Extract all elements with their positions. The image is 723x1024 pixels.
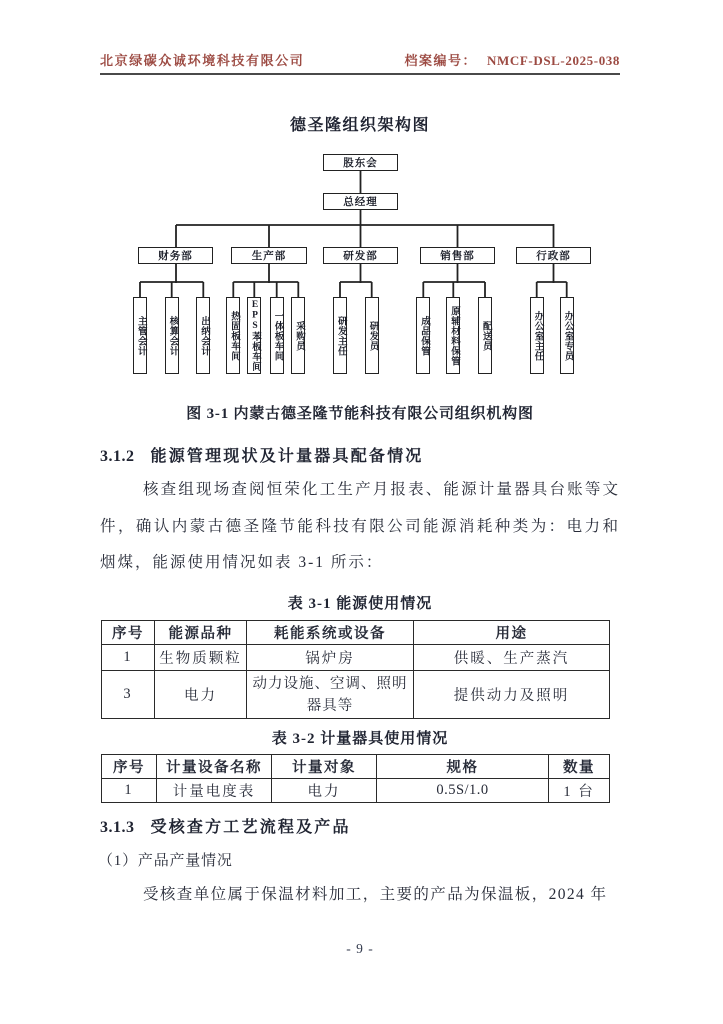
table-cell: 1: [102, 779, 157, 803]
org-node-office-specialist: 办公室专员: [560, 297, 574, 374]
paragraph-line: 核查组现场查阅恒荣化工生产月报表、能源计量器具台账等文: [143, 481, 620, 498]
page-number: - 9 -: [346, 941, 374, 956]
table-header-row: [102, 621, 610, 645]
section-title: 能源管理现状及计量器具配备情况: [150, 448, 424, 465]
table-header-row: [102, 755, 610, 779]
table-row: [102, 645, 610, 671]
org-node-dept-admin: 行政部: [516, 247, 591, 264]
page-header: [100, 50, 620, 75]
table-row: [102, 671, 610, 719]
table-header-cell: 规格: [377, 755, 549, 779]
table-cell: 计量电度表: [157, 779, 272, 803]
paragraph-line: 件，确认内蒙古德圣隆节能科技有限公司能源消耗种类为：电力和: [100, 517, 620, 535]
org-chart-title: 德圣隆组织架构图: [289, 117, 430, 134]
archive-label: 档案编号：: [404, 53, 478, 68]
table-row: [102, 779, 610, 803]
paragraph-energy-review: [100, 472, 620, 582]
section-heading-3-1-3: [100, 814, 640, 837]
company-name: 北京绿碳众诚环境科技有限公司: [100, 53, 305, 68]
table-3-2: [101, 754, 610, 803]
table-header-cell: 计量对象: [272, 755, 377, 779]
table-cell: 0.5S/1.0: [377, 779, 549, 803]
table-3-2-caption: 表 3-2 计量器具使用情况: [271, 731, 449, 747]
table-3-1-caption: 表 3-1 能源使用情况: [287, 596, 433, 612]
figure-caption: 图 3-1 内蒙古德圣隆节能科技有限公司组织机构图: [186, 406, 534, 422]
org-node-rnd-director: 研发主任: [333, 297, 347, 374]
table-header-cell: 用途: [414, 621, 610, 645]
table-cell: 锅炉房: [247, 645, 414, 671]
org-node-eps-workshop: EPS苯板车间: [247, 297, 261, 374]
section-heading-3-1-2: [100, 443, 640, 466]
table-header-cell: 能源品种: [155, 621, 247, 645]
list-item-product-output: （1）产品产量情况: [98, 853, 233, 869]
table-header-cell: 耗能系统或设备: [247, 621, 414, 645]
org-node-materials-keeper: 原辅材料保管: [446, 297, 460, 374]
org-node-cashier-accountant: 出纳会计: [196, 297, 210, 374]
table-header-cell: 序号: [102, 621, 155, 645]
table-3-1: [101, 620, 610, 719]
org-node-rnd-staff: 研发员: [365, 297, 379, 374]
org-node-purchaser: 采购员: [291, 297, 305, 374]
org-node-office-director: 办公室主任: [530, 297, 544, 374]
table-cell: 电力: [272, 779, 377, 803]
table-header-cell: 计量设备名称: [157, 755, 272, 779]
table-header-cell: 数量: [549, 755, 610, 779]
org-node-dept-finance: 财务部: [138, 247, 213, 264]
org-node-dept-sales: 销售部: [420, 247, 495, 264]
table-cell: 供暖、生产蒸汽: [414, 645, 610, 671]
org-node-shareholders: 股东会: [323, 154, 398, 171]
table-cell: 动力设施、空调、照明器具等: [247, 671, 414, 719]
archive-number-group: [405, 50, 620, 69]
org-node-chief-accountant: 主管会计: [133, 297, 147, 374]
section-title: 受核查方工艺流程及产品: [150, 819, 351, 836]
table-cell: 提供动力及照明: [414, 671, 610, 719]
table-cell: 生物质颗粒: [155, 645, 247, 671]
table-cell: 3: [102, 671, 155, 719]
table-cell: 电力: [155, 671, 247, 719]
org-node-integrated-board-workshop: 一体板车间: [270, 297, 284, 374]
archive-number: NMCF-DSL-2025-038: [487, 53, 620, 68]
table-cell: 1 台: [549, 779, 610, 803]
table-cell: 1: [102, 645, 155, 671]
org-node-dept-production: 生产部: [231, 247, 307, 264]
org-node-general-manager: 总经理: [323, 193, 398, 210]
org-node-accounting-accountant: 核算会计: [165, 297, 179, 374]
org-node-delivery-staff: 配送员: [478, 297, 492, 374]
table-header-cell: 序号: [102, 755, 157, 779]
org-chart: [100, 148, 620, 394]
org-node-finished-goods-keeper: 成品保管: [416, 297, 430, 374]
org-node-thermoset-workshop: 热固板车间: [226, 297, 240, 374]
org-node-dept-rnd: 研发部: [323, 247, 398, 264]
section-number: 3.1.3: [100, 819, 135, 836]
section-number: 3.1.2: [100, 448, 135, 465]
paragraph-line: 烟煤，能源使用情况如表 3-1 所示：: [100, 554, 384, 571]
paragraph-product-description: 受核查单位属于保温材料加工，主要的产品为保温板，2024 年: [143, 886, 608, 903]
